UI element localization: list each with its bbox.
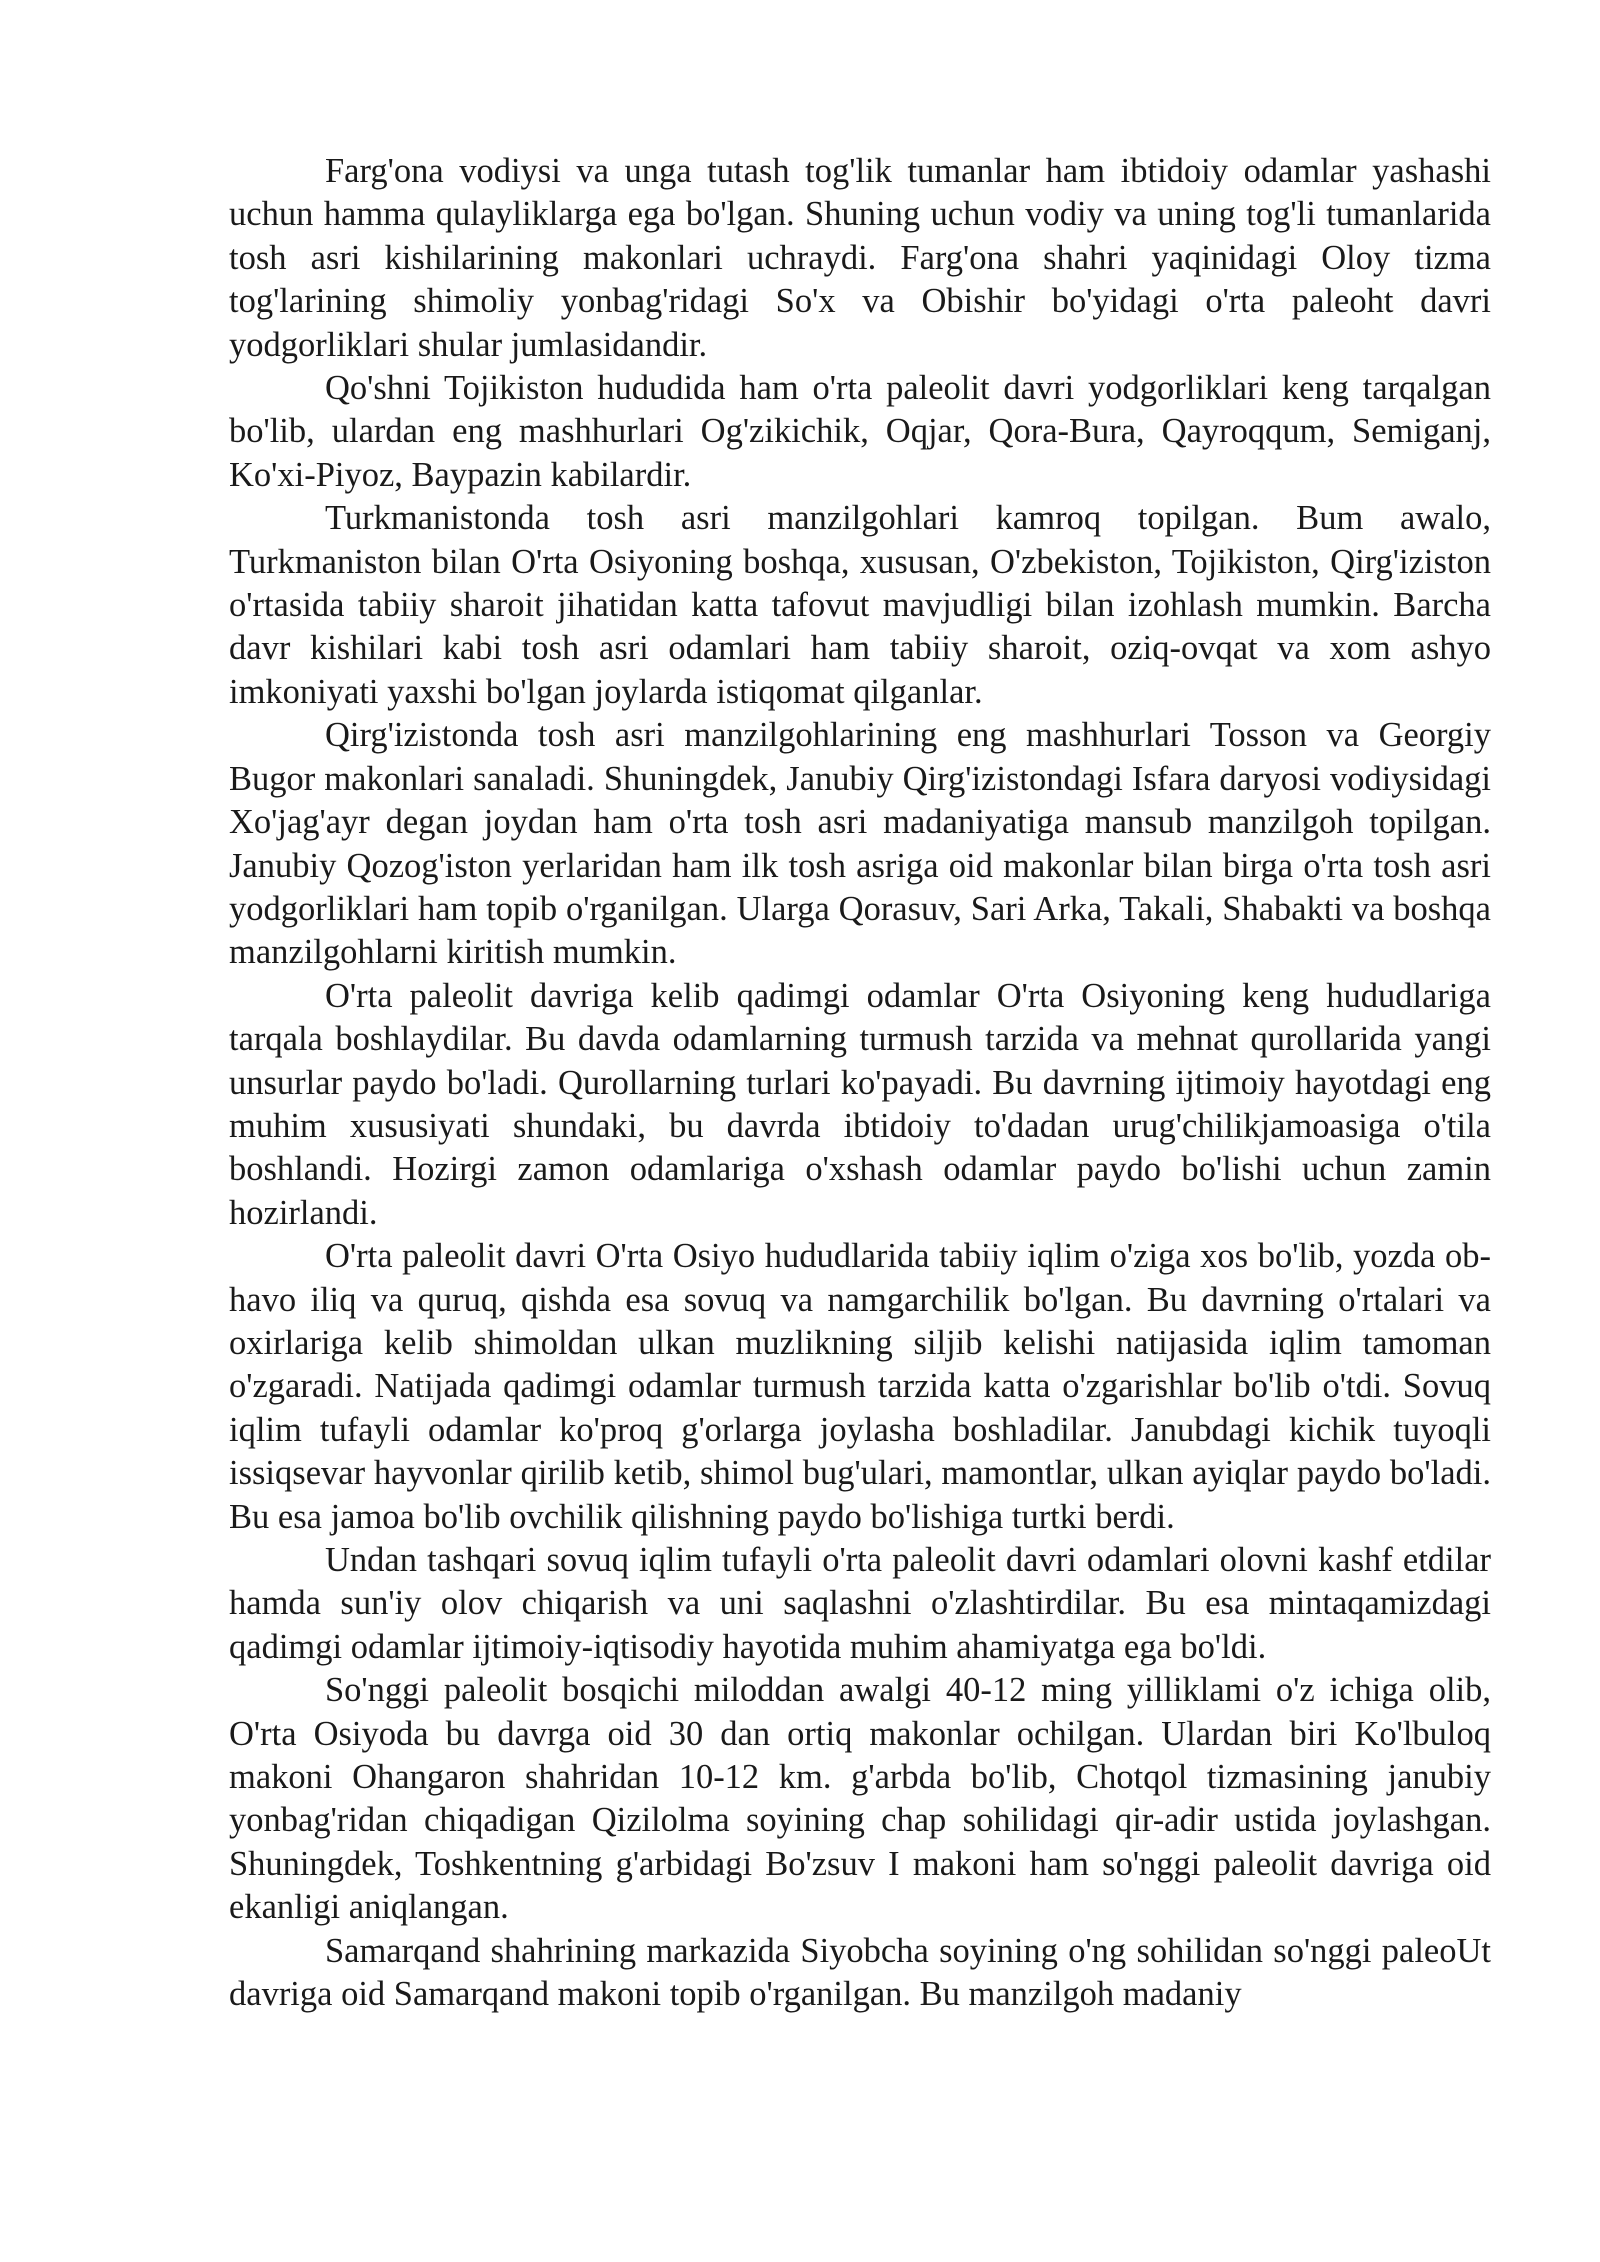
paragraph-middle-paleolithic: O'rta paleolit davriga kelib qadimgi odamlar O'rta Osiyoning keng hududlariga tarqala boshlaydilar. Bu davda odamlarning turmush tarzida va mehnat qurollarida yangi unsurlar paydo bo'ladi. Qurollarning turlari ko'payadi. Bu davrning ijtimoiy hayotdagi eng muhim xususiyati shundaki, bu davrda ibtidoiy to'dadan urug'chilikjamoasiga o'tila boshlandi. Hozirgi zamon odamlariga o'xshash odamlar paydo bo'lishi uchun zamin hozirlandi. <box>229 976 1491 1232</box>
paragraph-kyrgyzstan: Qirg'izistonda tosh asri manzilgohlarining eng mashhurlari Tosson va Georgiy Bugor makonlari sanaladi. Shuningdek, Janubiy Qirg'izistondagi Isfara daryosi vodiysidagi Xo'jag'ayr degan joydan ham o'rta tosh asri madaniyatiga mansub manzilgoh topilgan. Janubiy Qozog'iston yerlaridan ham ilk tosh asriga oid makonlar bilan birga o'rta tosh asri yodgorliklari ham topib o'rganilgan. Ularga Qorasuv, Sari Arka, Takali, Shabakti va boshqa manzilgohlarni kiritish mumkin. <box>229 716 1491 972</box>
paragraph-climate: O'rta paleolit davri O'rta Osiyo hududlarida tabiiy iqlim o'ziga xos bo'lib, yozda ob-havo iliq va quruq, qishda esa sovuq va namgarchilik bo'lgan. Bu davrning o'rtalari va oxirlariga kelib shimoldan ulkan muzlikning siljib kelishi natijasida iqlim tamoman o'zgaradi. Natijada qadimgi odamlar turmush tarzida katta o'zgarishlar bo'lib o'tdi. Sovuq iqlim tufayli odamlar ko'proq g'orlarga joylasha boshladilar. Janubdagi kichik tuyoqli issiqsevar hayvonlar qirilib ketib, shimol bug'ulari, mamontlar, ulkan ayiqlar paydo bo'ladi. Bu esa jamoa bo'lib ovchilik qilishning paydo bo'lishiga turtki berdi. <box>229 1237 1491 1536</box>
paragraph-tajikistan: Qo'shni Tojikiston hududida ham o'rta paleolit davri yodgorliklari keng tarqalgan bo'lib, ulardan eng mashhurlari Og'zikichik, Oqjar, Qora-Bura, Qayroqqum, Semiganj, Ko'xi-Piyoz, Baypazin kabilardir. <box>229 369 1491 494</box>
paragraph-late-paleolithic: So'nggi paleolit bosqichi miloddan awalgi 40-12 ming yilliklami o'z ichiga olib, O'rta Osiyoda bu davrga oid 30 dan ortiq makonlar ochilgan. Ulardan biri Ko'lbuloq makoni Ohangaron shahridan 10-12 km. g'arbda bo'lib, Chotqol tizmasining janubiy yonbag'ridan chiqadigan Qizilolma soyining chap sohilidagi qir-adir ustida joylashgan. Shuningdek, Toshkentning g'arbidagi Bo'zsuv I makoni ham so'nggi paleolit davriga oid ekanligi aniqlangan. <box>229 1671 1491 1927</box>
document-page <box>229 150 1491 2016</box>
paragraph-turkmenistan: Turkmanistonda tosh asri manzilgohlari kamroq topilgan. Bum awalo, Turkmaniston bilan O'rta Osiyoning boshqa, xususan, O'zbekiston, Tojikiston, Qirg'iziston o'rtasida tabiiy sharoit jihatidan katta tafovut mavjudligi bilan izohlash mumkin. Barcha davr kishilari kabi tosh asri odamlari ham tabiiy sharoit, oziq-ovqat va xom ashyo imkoniyati yaxshi bo'lgan joylarda istiqomat qilganlar. <box>229 499 1491 711</box>
paragraph-fire: Undan tashqari sovuq iqlim tufayli o'rta paleolit davri odamlari olovni kashf etdilar hamda sun'iy olov chiqarish va uni saqlashni o'zlashtirdilar. Bu esa mintaqamizdagi qadimgi odamlar ijtimoiy-iqtisodiy hayotida muhim ahamiyatga ega bo'ldi. <box>229 1541 1491 1666</box>
paragraph-samarqand: Samarqand shahrining markazida Siyobcha soyining o'ng sohilidan so'nggi paleoUt davriga oid Samarqand makoni topib o'rganilgan. Bu manzilgoh madaniy <box>229 1931 1491 2014</box>
paragraph-fergana-valley: Farg'ona vodiysi va unga tutash tog'lik tumanlar ham ibtidoiy odamlar yashashi uchun hamma qulayliklarga ega bo'lgan. Shuning uchun vodiy va uning tog'li tumanlarida tosh asri kishilarining makonlari uchraydi. Farg'ona shahri yaqinidagi Oloy tizma tog'larining shimoliy yonbag'ridagi So'x va Obishir bo'yidagi o'rta paleoht davri yodgorliklari shular jumlasidandir. <box>229 152 1491 364</box>
